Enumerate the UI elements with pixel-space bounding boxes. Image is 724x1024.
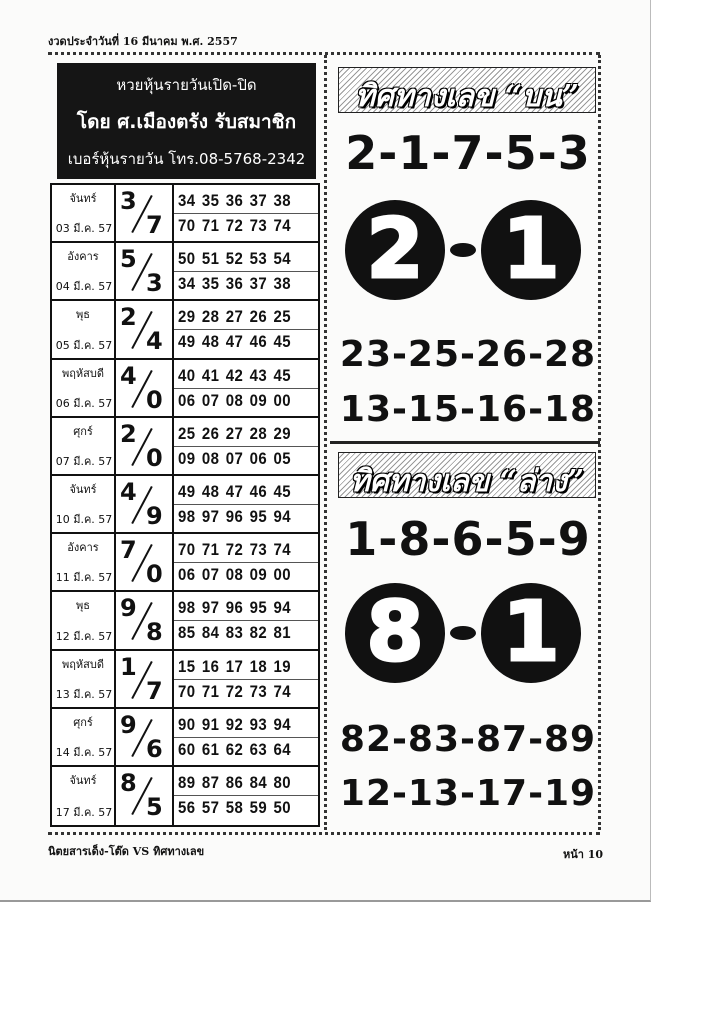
numbers-cell: [174, 651, 318, 707]
table-row: [52, 709, 318, 767]
footer-magazine: นิตยสารเด็ง-โต๊ด VS ทิศทางเลข: [48, 845, 205, 858]
weekday-label: พฤหัสบดี: [61, 366, 104, 380]
bottom-number-set: 09 08 07 06 05: [178, 448, 292, 468]
upper-digit: 9: [120, 710, 137, 739]
lower-ball-1: 8: [345, 583, 445, 683]
bottom-number-set: 06 07 08 09 00: [178, 390, 292, 410]
lower-digit: 6: [146, 734, 163, 763]
result-digits-cell: [116, 185, 174, 241]
top-number-set: 15 16 17 18 19: [178, 656, 292, 676]
upper-digit: 4: [120, 478, 137, 506]
bottom-number-set: 70 71 72 73 74: [178, 216, 292, 235]
date-cell: [52, 243, 116, 299]
result-digits-cell: [116, 301, 174, 357]
date-cell: [52, 476, 116, 532]
table-row: [52, 767, 318, 825]
weekday-label: ศุกร์: [73, 424, 93, 438]
date-cell: [52, 592, 116, 648]
result-digits-cell: [116, 709, 174, 765]
result-digits-cell: [116, 534, 174, 590]
top-number-set: 50 51 52 53 54: [178, 249, 292, 269]
lower-digit: 7: [146, 211, 163, 239]
table-row: [52, 592, 318, 650]
numbers-cell: [174, 709, 318, 765]
lower-pairs-row-2: 12-13-17-19: [339, 773, 597, 814]
date-cell: [52, 418, 116, 474]
numbers-cell: [174, 534, 318, 590]
top-number-set: 89 87 86 84 80: [178, 773, 292, 792]
lower-digit: 0: [146, 443, 163, 472]
top-number-set: 98 97 96 95 94: [178, 598, 292, 618]
upper-digit: 7: [120, 536, 137, 565]
date-label: 04 มี.ค. 57: [55, 280, 113, 294]
top-number-set: 40 41 42 43 45: [178, 365, 292, 385]
bottom-number-set: 49 48 47 46 45: [178, 332, 292, 352]
result-digits-cell: [116, 592, 174, 648]
upper-five-digits: 2-1-7-5-3: [345, 126, 591, 180]
table-row: [52, 301, 318, 359]
date-cell: [52, 767, 116, 825]
date-cell: [52, 301, 116, 357]
date-cell: [52, 360, 116, 416]
promo-box: [57, 63, 316, 179]
table-row: [52, 243, 318, 301]
lower-digit: 7: [146, 676, 163, 705]
table-row: [52, 418, 318, 476]
table-row: [52, 185, 318, 243]
top-number-set: 29 28 27 26 25: [178, 307, 292, 327]
table-row: [52, 476, 318, 534]
bottom-number-set: 56 57 58 59 50: [178, 798, 292, 817]
numbers-cell: [174, 476, 318, 532]
lower-banner: [338, 452, 596, 498]
result-digits-cell: [116, 243, 174, 299]
weekday-label: จันทร์: [69, 774, 97, 787]
bottom-number-set: 60 61 62 63 64: [178, 739, 292, 759]
date-label: 14 มี.ค. 57: [55, 745, 113, 759]
bottom-number-set: 34 35 36 37 38: [178, 274, 292, 294]
promo-phone: เบอร์หุ้นรายวัน โทร.08-5768-2342: [67, 150, 306, 168]
lower-digit: 3: [146, 269, 163, 298]
weekday-label: จันทร์: [69, 483, 97, 496]
weekday-label: อังคาร: [67, 250, 99, 264]
footer-page-number: หน้า 10: [563, 848, 604, 861]
bottom-number-set: 06 07 08 09 00: [178, 565, 292, 585]
table-row: [52, 534, 318, 592]
section-divider: [330, 441, 600, 444]
date-label: 05 มี.ค. 57: [55, 338, 113, 352]
result-digits-cell: [116, 360, 174, 416]
upper-digit: 2: [120, 303, 137, 332]
issue-date-header: งวดประจำวันที่ 16 มีนาคม พ.ศ. 2557: [48, 35, 238, 48]
date-label: 11 มี.ค. 57: [55, 571, 113, 585]
result-digits-cell: [116, 476, 174, 532]
lower-ball-2: 1: [481, 583, 581, 683]
numbers-cell: [174, 301, 318, 357]
date-label: 10 มี.ค. 57: [55, 513, 113, 527]
result-digits-cell: [116, 767, 174, 825]
top-number-set: 34 35 36 37 38: [178, 191, 292, 210]
promo-title: หวยหุ้นรายวันเปิด-ปิด: [116, 76, 257, 94]
results-table: [50, 183, 320, 827]
lower-digit: 5: [146, 793, 163, 821]
upper-digit: 3: [120, 187, 137, 215]
top-number-set: 49 48 47 46 45: [178, 482, 292, 501]
numbers-cell: [174, 418, 318, 474]
numbers-cell: [174, 243, 318, 299]
lower-digit: 4: [146, 327, 163, 356]
lower-digit: 0: [146, 560, 163, 589]
table-row: [52, 651, 318, 709]
numbers-cell: [174, 360, 318, 416]
upper-ball-2: 1: [481, 200, 581, 300]
date-label: 13 มี.ค. 57: [55, 687, 113, 701]
upper-banner-text: ทิศทางเลข “บน”: [355, 79, 579, 114]
upper-ball-dash: [450, 243, 476, 257]
weekday-label: อังคาร: [67, 541, 99, 555]
lower-banner-text: ทิศทางเลข “ล่าง”: [349, 464, 585, 499]
date-cell: [52, 651, 116, 707]
top-number-set: 90 91 92 93 94: [178, 714, 292, 734]
top-number-set: 25 26 27 28 29: [178, 423, 292, 443]
weekday-label: ศุกร์: [73, 715, 93, 729]
lower-digit: 9: [146, 502, 163, 530]
numbers-cell: [174, 592, 318, 648]
lower-five-digits: 1-8-6-5-9: [345, 512, 591, 566]
date-label: 06 มี.ค. 57: [55, 396, 113, 410]
bottom-number-set: 85 84 83 82 81: [178, 623, 292, 643]
numbers-cell: [174, 185, 318, 241]
bottom-number-set: 98 97 96 95 94: [178, 507, 292, 526]
date-label: 12 มี.ค. 57: [55, 629, 113, 643]
date-cell: [52, 534, 116, 590]
table-row: [52, 360, 318, 418]
upper-banner: [338, 67, 596, 113]
upper-pairs-row-2: 13-15-16-18: [339, 389, 597, 430]
lower-ball-dash: [450, 626, 476, 640]
upper-digit: 1: [120, 652, 137, 681]
bottom-dotted-rule: [48, 832, 600, 835]
date-cell: [52, 709, 116, 765]
lower-digit: 0: [146, 385, 163, 414]
numbers-cell: [174, 767, 318, 825]
promo-author: โดย ศ.เมืองตรัง รับสมาชิก: [76, 111, 297, 133]
weekday-label: พุธ: [76, 308, 90, 322]
weekday-label: พฤหัสบดี: [61, 657, 104, 671]
upper-ball-1: 2: [345, 200, 445, 300]
date-label: 07 มี.ค. 57: [55, 454, 113, 468]
upper-digit: 5: [120, 245, 137, 274]
weekday-label: จันทร์: [69, 192, 97, 205]
result-digits-cell: [116, 418, 174, 474]
date-label: 17 มี.ค. 57: [55, 806, 113, 820]
lower-pairs-row-1: 82-83-87-89: [339, 719, 597, 760]
upper-digit: 4: [120, 361, 137, 390]
upper-digit: 9: [120, 594, 137, 623]
upper-digit: 8: [120, 769, 137, 797]
center-dotted-divider: [324, 55, 327, 830]
top-number-set: 70 71 72 73 74: [178, 540, 292, 560]
weekday-label: พุธ: [76, 599, 90, 613]
date-cell: [52, 185, 116, 241]
date-label: 03 มี.ค. 57: [55, 222, 113, 236]
upper-digit: 2: [120, 419, 137, 448]
result-digits-cell: [116, 651, 174, 707]
lower-digit: 8: [146, 618, 163, 647]
bottom-number-set: 70 71 72 73 74: [178, 681, 292, 701]
upper-pairs-row-1: 23-25-26-28: [339, 334, 597, 375]
